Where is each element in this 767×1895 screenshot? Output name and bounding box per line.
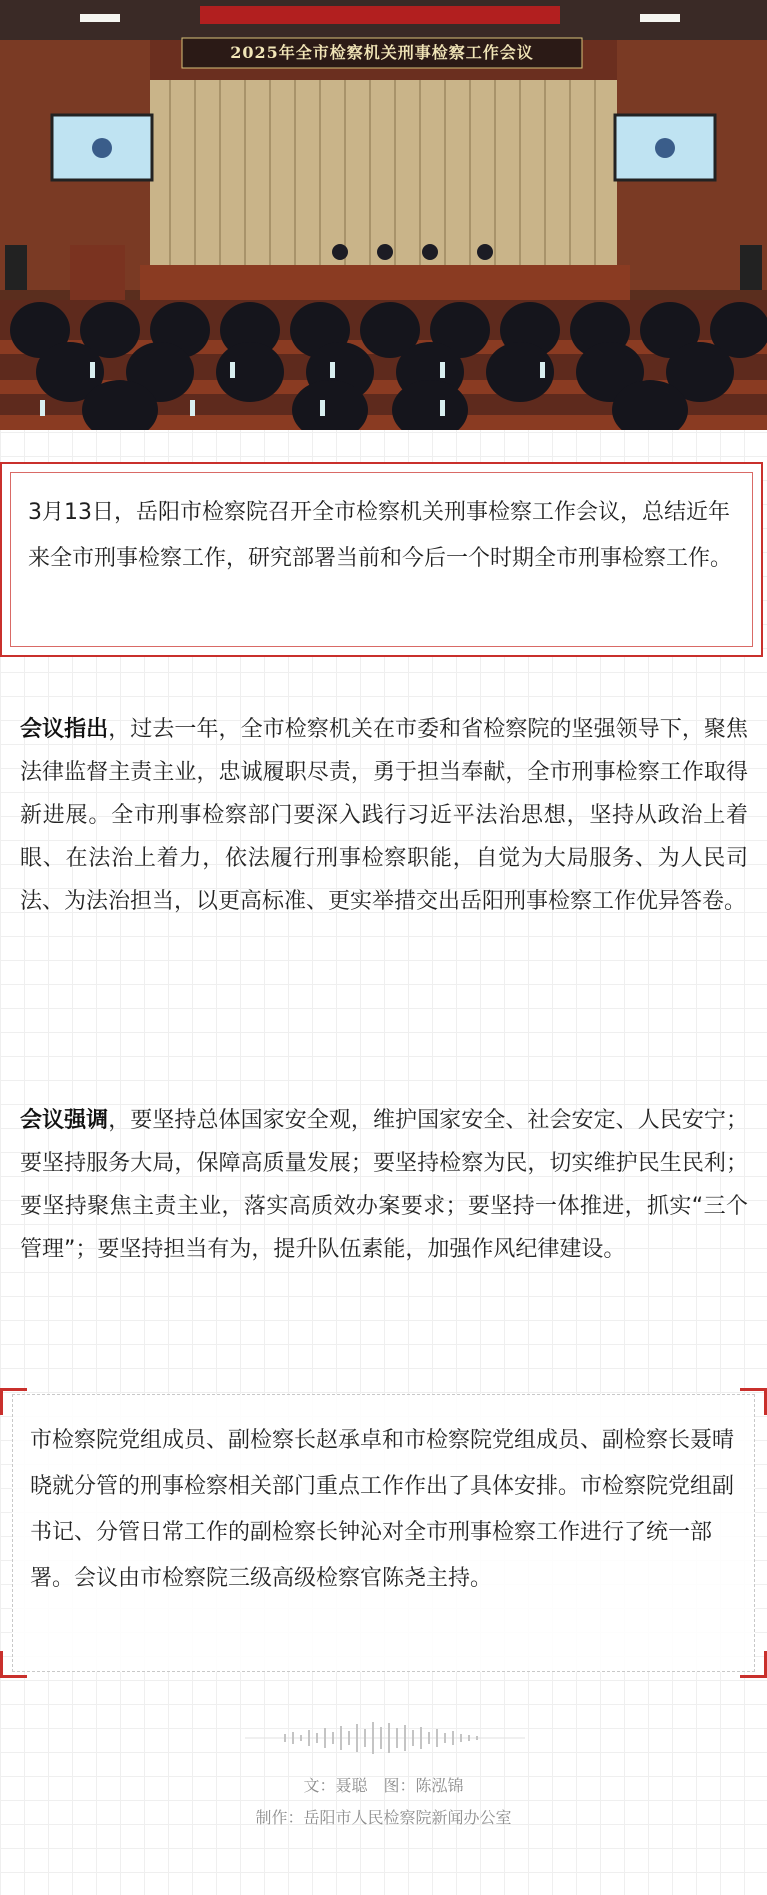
credit-producer: 制作：岳阳市人民检察院新闻办公室 [255,1808,512,1827]
credit-text-author: 文：聂聪 [303,1776,368,1795]
summary-text: 市检察院党组成员、副检察长赵承卓和市检察院党组成员、副检察长聂晴晓就分管的刑事检察相关部门重点工作作出了具体安排。市检察院党组副书记、分管日常工作的副检察长钟沁对全市刑事检察工作进行了统一部署。会议由市检察院三级高级检察官陈尧主持。 [30,1428,735,1591]
meeting-photo [0,0,767,430]
sound-wave-divider-icon [245,1718,525,1758]
corner-bracket-bottom-right [740,1651,767,1678]
corner-bracket-top-left [0,1388,27,1415]
credits [0,1770,767,1834]
summary-box [0,1388,767,1678]
corner-bracket-top-right [740,1388,767,1415]
paragraph-body: ，过去一年，全市检察机关在市委和省检察院的坚强领导下，聚焦法律监督主责主业，忠诚履职尽责，勇于担当奉献，全市刑事检察工作取得新进展。全市刑事检察部门要深入践行习近平法治思想，坚持从政治上着眼、在法治上着力，依法履行刑事检察职能，自觉为大局服务、为人民司法、为法治担当，以更高标准、更实举措交出岳阳刑事检察工作优异答卷。 [20,717,748,914]
paragraph-lead: 会议指出 [20,717,109,742]
credits-authors [0,1770,767,1802]
paragraph-body: ，要坚持总体国家安全观，维护国家安全、社会安定、人民安宁；要坚持服务大局，保障高质量发展；要坚持检察为民，切实维护民生民利；要坚持聚焦主责主业，落实高质效办案要求；要坚持一体推进，抓实“三个管理”；要坚持担当有为，提升队伍素能，加强作风纪律建设。 [20,1108,748,1262]
credit-photo-author: 图：陈泓锦 [383,1776,464,1795]
paragraph-lead: 会议强调 [20,1108,109,1133]
paragraph-meeting-pointed-out [20,708,748,923]
intro-box [0,462,763,657]
corner-bracket-bottom-left [0,1651,27,1678]
paragraph-meeting-emphasized [20,1099,748,1271]
meeting-banner-title: 2025年全市检察机关刑事检察工作会议 [230,43,534,62]
intro-text: 3月13日，岳阳市检察院召开全市检察机关刑事检察工作会议，总结近年来全市刑事检察工作，研究部署当前和今后一个时期全市刑事检察工作。 [28,500,733,571]
